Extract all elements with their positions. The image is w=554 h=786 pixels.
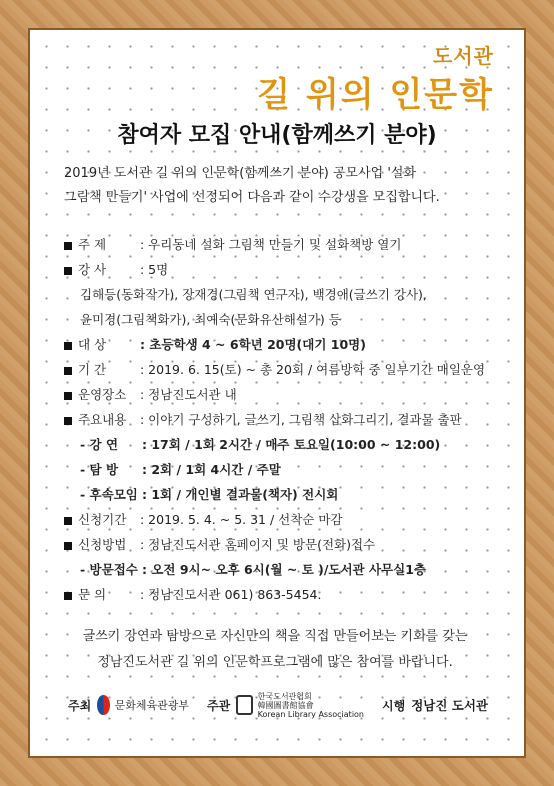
organizer-name — [258, 692, 364, 719]
row-value: : 정남진도서관 홈페이지 및 방문(전화)접수 — [140, 537, 376, 552]
bullet-square-icon — [64, 592, 72, 600]
intro-line: 2019년 도서관 길 위의 인문학(함께쓰기 분야) 공모사업 '설화 — [64, 166, 417, 181]
closing-paragraph — [60, 624, 490, 676]
row-value: 김해등(동화작가), 장재경(그림책 연구자), 백경애(글쓰기 강사), — [80, 287, 427, 302]
row-label: 주 제 — [78, 237, 107, 252]
info-row-venue — [64, 382, 504, 407]
info-row-application-period — [64, 507, 504, 532]
row-label: 운영장소 — [78, 387, 127, 402]
row-value: : 2019. 5. 4. ~ 5. 31 / 선착순 마감 — [140, 512, 343, 527]
bullet-square-icon — [64, 367, 72, 375]
row-value: : 2019. 6. 15(토) ~ 총 20회 / 여름방학 중 일부기간 매일운영 — [140, 362, 486, 377]
info-row-instructors — [64, 257, 504, 282]
organizer-name-hanja: 韓國圖書館協會 — [257, 700, 314, 710]
row-label: 기 간 — [78, 362, 107, 377]
row-value: : 정남진도서관 내 — [140, 387, 237, 402]
organizer-label: 주관 — [207, 698, 231, 713]
row-value: : 17회 / 1회 2시간 / 매주 토요일(10:00 ~ 12:00) — [142, 437, 441, 452]
bullet-square-icon — [64, 242, 72, 250]
intro-line: 그림책 만들기' 사업에 선정되어 다음과 같이 수강생을 모집합니다. — [64, 190, 440, 205]
logo-top-text: 도서관 — [433, 44, 494, 68]
row-label: 신청기간 — [78, 512, 127, 527]
bullet-square-icon — [64, 342, 72, 350]
row-label: - 후속모임 — [80, 487, 138, 502]
row-value: : 초등학생 4 ~ 6학년 20명(대기 10명) — [140, 337, 366, 352]
row-label: 신청방법 — [78, 537, 127, 552]
info-row-contact — [64, 582, 504, 607]
organizer-name-korean: 한국도서관협회 — [257, 691, 312, 701]
info-row-content — [64, 407, 504, 432]
closing-line: 글쓰기 강연과 탐방으로 자신만의 책을 직접 만들어보는 기회를 갖는 — [82, 629, 468, 644]
row-label: - 방문접수 — [80, 562, 138, 577]
row-value: : 2회 / 1회 4시간 / 주말 — [142, 462, 281, 477]
row-label: 대 상 — [78, 337, 107, 352]
row-value: : 오전 9시~ 오후 6시(월 ~ 토 )/도서관 사무실1층 — [142, 562, 426, 577]
host-label: 주최 — [68, 698, 92, 713]
host-name: 문화체육관광부 — [114, 699, 190, 712]
info-row-period — [64, 357, 504, 382]
row-value: : 정남진도서관 061) 863-5454. — [140, 587, 322, 602]
row-value: : 이야기 구성하기, 글쓰기, 그림책 삽화그리기, 결과물 출판 — [140, 412, 462, 427]
info-row-followup — [64, 482, 504, 507]
bullet-square-icon — [64, 392, 72, 400]
info-row-application-method — [64, 532, 504, 557]
implementer-name: 정남진 도서관 — [411, 698, 488, 713]
logo-main-text: 길 위의 인문학 — [257, 75, 494, 115]
row-label: 문 의 — [78, 587, 107, 602]
intro-paragraph — [64, 162, 494, 210]
bullet-square-icon — [64, 517, 72, 525]
info-list — [64, 232, 504, 607]
row-label: 강 사 — [78, 262, 107, 277]
row-value: : 1회 / 개인별 결과물(책자) 전시회 — [142, 487, 339, 502]
page-title: 참여자 모집 안내(함께쓰기 분야) — [117, 123, 437, 148]
info-row-field-trip — [64, 457, 504, 482]
bullet-square-icon — [64, 542, 72, 550]
row-value: : 우리동네 설화 그림책 만들기 및 설화책방 열기 — [140, 237, 402, 252]
organizer-name-english: Korean Library Association — [257, 709, 364, 719]
taegeuk-emblem-icon — [97, 695, 109, 715]
row-label: - 탐 방 — [80, 462, 119, 477]
implementer-label: 시행 — [382, 698, 406, 713]
info-row-topic — [64, 232, 504, 257]
kla-logo-icon — [236, 695, 252, 715]
info-row-instructor-names — [64, 307, 504, 332]
row-label: 주요내용 — [78, 412, 127, 427]
footer-sponsors — [68, 690, 488, 720]
info-row-lecture — [64, 432, 504, 457]
program-logo — [257, 40, 494, 116]
info-row-target — [64, 332, 504, 357]
info-row-visit — [64, 557, 504, 582]
row-value: 윤미경(그림책화가), 최예숙(문화유산해설가) 등 — [80, 312, 341, 327]
bullet-square-icon — [64, 417, 72, 425]
closing-line: 정남진도서관 길 위의 인문학프로그램에 많은 참여를 바랍니다. — [97, 655, 453, 670]
row-label: - 강 연 — [80, 437, 119, 452]
row-value: : 5명 — [140, 262, 169, 277]
bullet-square-icon — [64, 267, 72, 275]
info-row-instructor-names — [64, 282, 504, 307]
